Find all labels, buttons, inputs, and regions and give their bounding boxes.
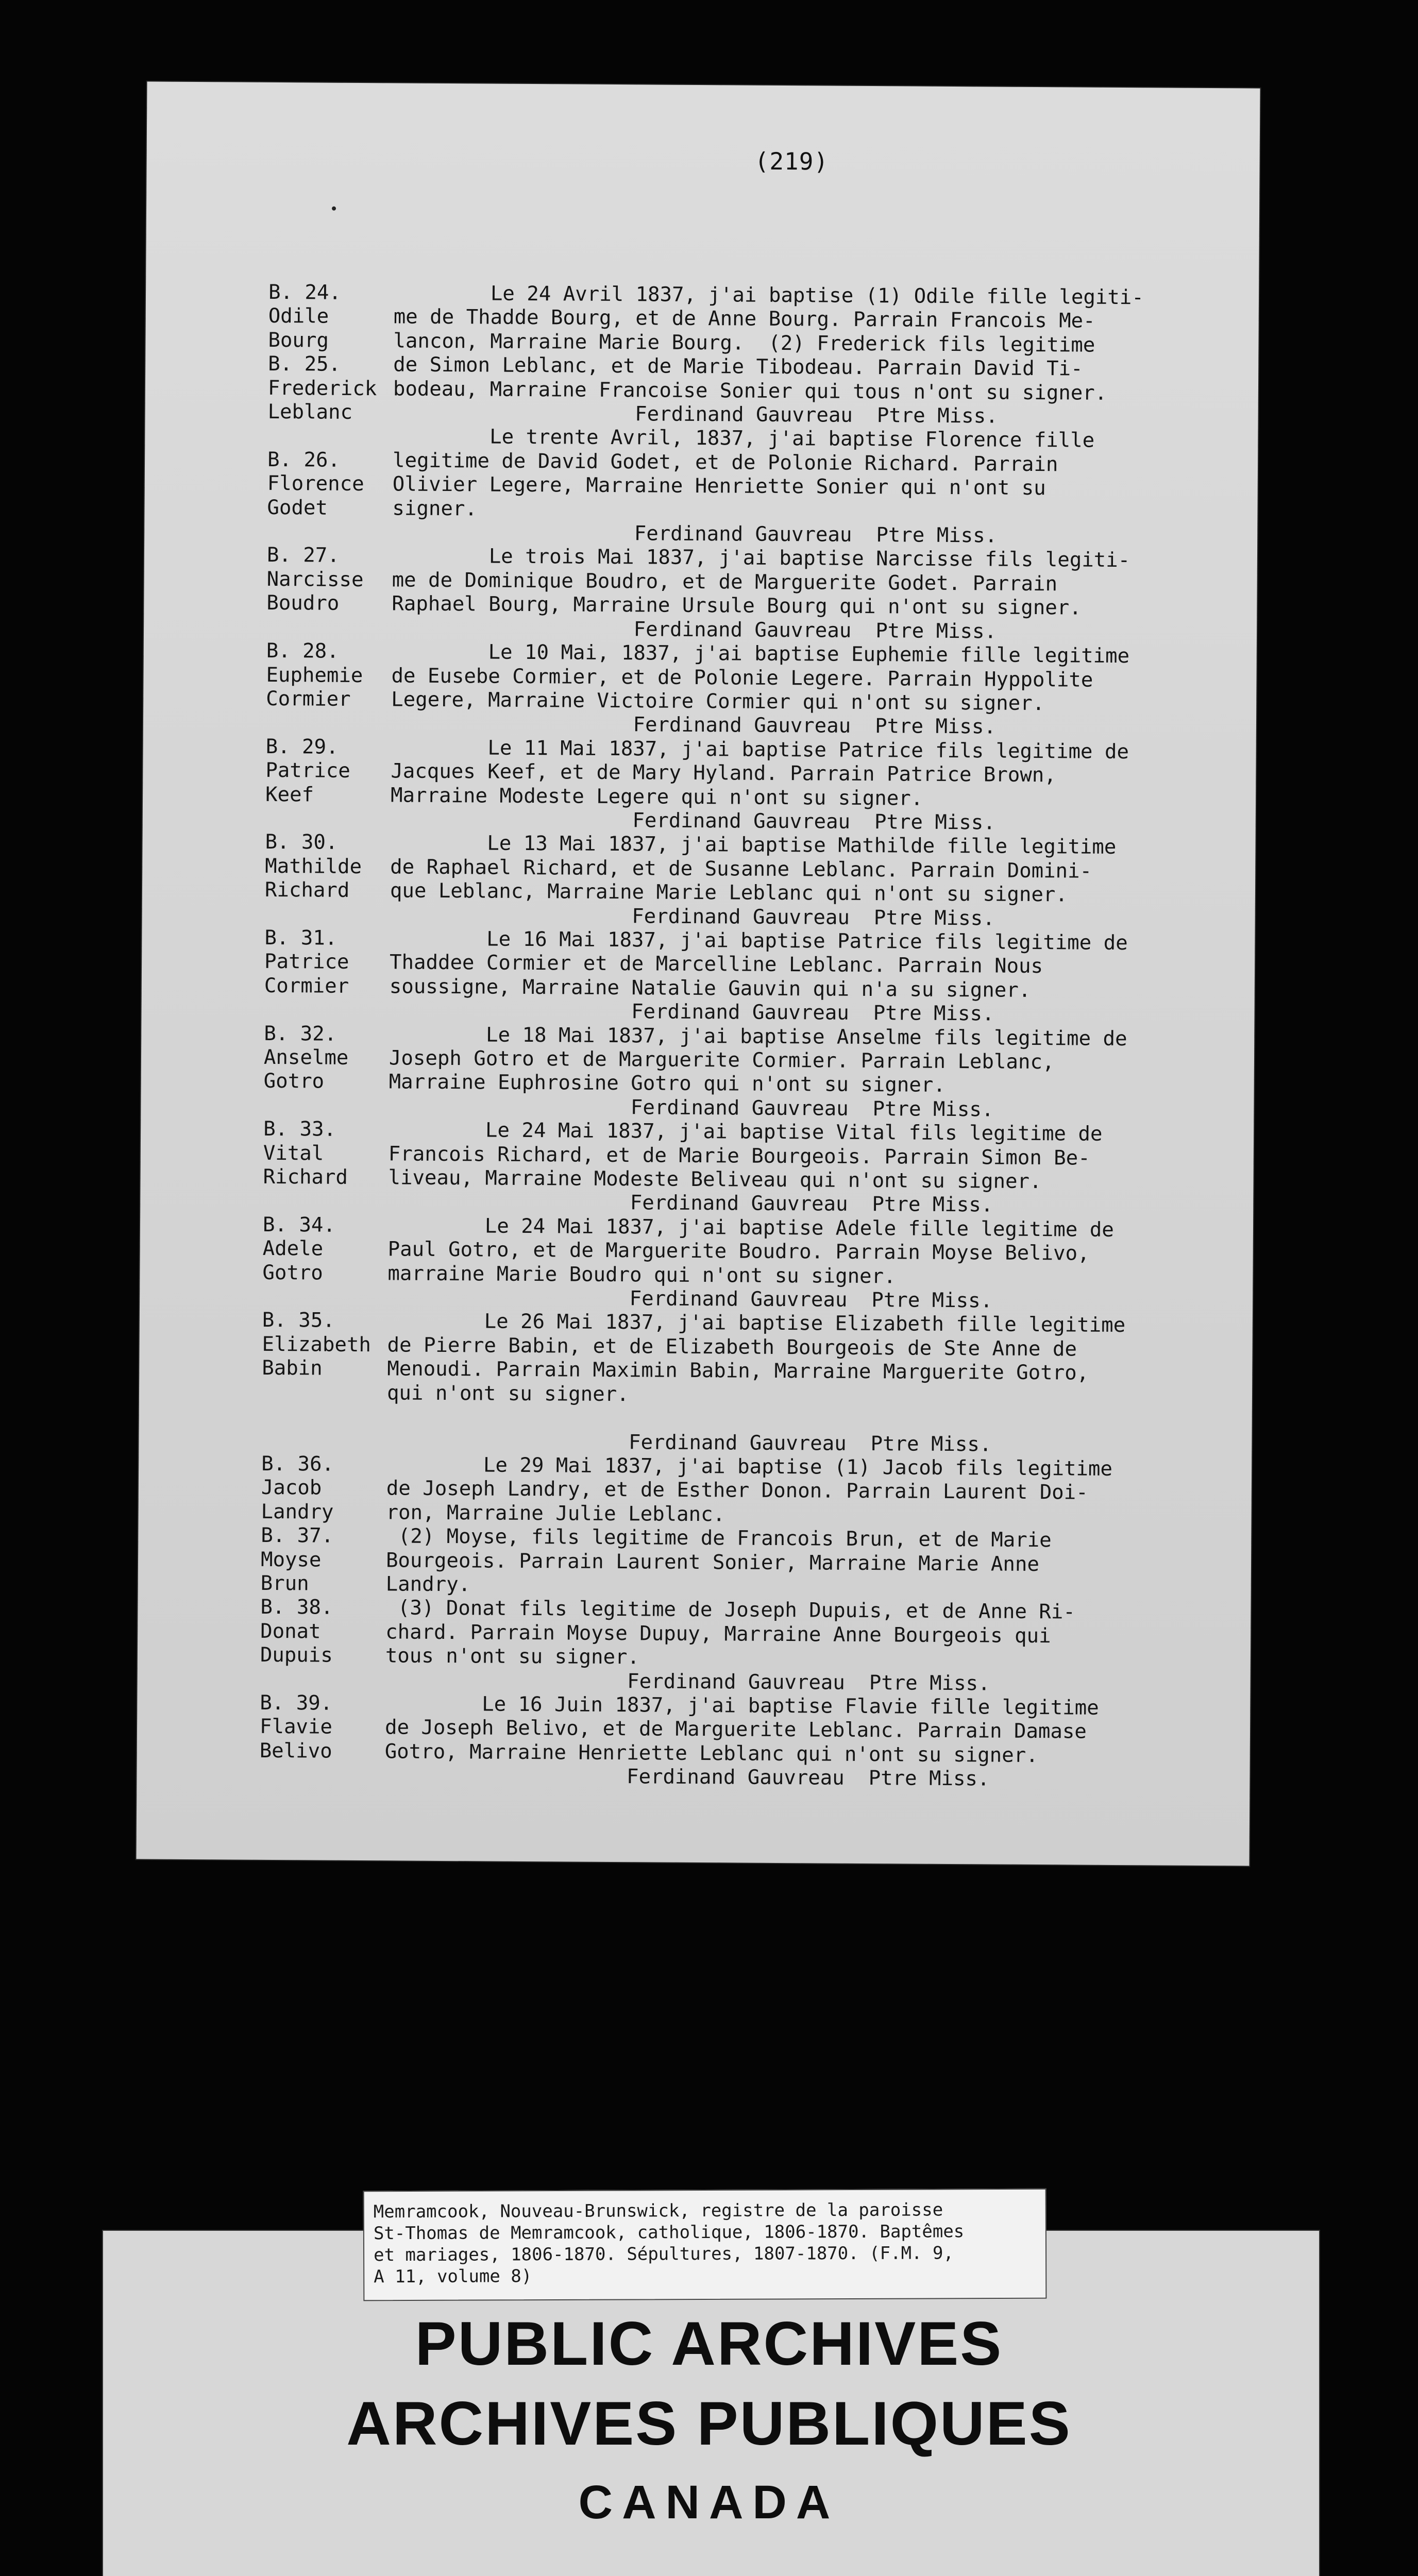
page-number: (219) (754, 147, 829, 176)
stamp-public-archives: PUBLIC ARCHIVES (415, 2309, 1003, 2378)
entry-margin-note: B. 36. Jacob Landry B. 37. Moyse Brun B. 38. Donat Dupuis (260, 1452, 334, 1667)
entry-text: Le 16 Mai 1837, j'ai baptise Patrice fils legitime de Thaddee Cormier et de Marcelline Leblanc. Parrain Nous soussigne, Marraine Natalie Gauvin qui n'a su signer. Ferdinand Gauvreau Ptre Miss. (389, 927, 1128, 1026)
entry-text: Le trente Avril, 1837, j'ai baptise Florence fille legitime de David Godet, et de Polonie Richard. Parrain Olivier Legere, Marraine Henriette Sonier qui n'ont su signer. Ferdinand Gauvreau Ptre Miss. (392, 425, 1095, 548)
entry-margin-note: B. 27. Narcisse Boudro (266, 544, 364, 616)
entry-text: Le 18 Mai 1837, j'ai baptise Anselme fils legitime de Joseph Gotro et de Marguerite Cormier. Parrain Leblanc, Marraine Euphrosine Gotro qui n'ont su signer. Ferdinand Gauvreau Ptre Miss. (389, 1022, 1127, 1122)
entry-margin-note: B. 35. Elizabeth Babin (262, 1309, 372, 1380)
stamp-archives-publiques: ARCHIVES PUBLIQUES (346, 2389, 1072, 2458)
entry-margin-note: B. 26. Florence Godet (267, 424, 364, 520)
entry-text: Le 24 Mai 1837, j'ai baptise Adele fille legitime de Paul Gotro, et de Marguerite Boudro. Parrain Moyse Belivo, marraine Marie Boudro qui n'ont su signer. Ferdinand Gauvreau Ptre Miss. (387, 1214, 1114, 1313)
entry-text: Le 29 Mai 1837, j'ai baptise (1) Jacob fils legitime de Joseph Landry, et de Esther Donon. Parrain Laurent Doi- ron, Marraine Julie Leblanc. (2) Moyse, fils legitime de Francois Brun, et de Marie Bourgeois. Parrain Laurent Sonier, Marraine Marie Anne Landry. (3) Donat fils legitime de Joseph Dupuis, et de Anne Ri- chard. Parrain Moyse Dupuy, Marraine Anne Bourgeois qui tous n'ont su signer. Ferdinand Gauvreau Ptre Miss. (385, 1453, 1113, 1696)
stamp-canada: CANADA (578, 2476, 840, 2529)
entry-text: Le 16 Juin 1837, j'ai baptise Flavie fille legitime de Joseph Belivo, et de Marguerite Leblanc. Parrain Damase Gotro, Marraine Henriette Leblanc qui n'ont su signer. Ferdinand Gauvreau Ptre Miss. (384, 1692, 1099, 1791)
entry-text: Le 24 Mai 1837, j'ai baptise Vital fils legitime de Francois Richard, et de Marie Bourgeois. Parrain Simon Be- liveau, Marraine Modeste Beliveau qui n'ont su signer. Ferdinand Gauvreau Ptre Miss. (388, 1118, 1103, 1217)
entry-margin-note: B. 30. Mathilde Richard (264, 831, 362, 903)
entry-text: Le 10 Mai, 1837, j'ai baptise Euphemie fille legitime de Eusebe Cormier, et de Polonie Legere. Parrain Hyppolite Legere, Marraine Victoire Cormier qui n'ont su signer. Ferdinand Gauvreau Ptre Miss. (391, 640, 1130, 739)
collection-label-text: Memramcook, Nouveau-Brunswick, registre de la paroisse St-Thomas de Memramcook, catholique, 1806-1870. Baptêmes et mariages, 1806-1870. Sépultures, 1807-1870. (F.M. 9, A 11, volume 8) (373, 2199, 965, 2287)
entry-text: Le 24 Avril 1837, j'ai baptise (1) Odile fille legiti- me de Thadde Bourg, et de Anne Bourg. Parrain Francois Me- lancon, Marraine Marie Bourg. (2) Frederick fils legitime de Simon Leblanc, et de Marie Tibodeau. Parrain David Ti- bodeau, Marraine Francoise Sonier qui tous n'ont su signer. Ferdinand Gauvreau Ptre Miss. (393, 281, 1144, 428)
entry-margin-note: B. 33. Vital Richard (263, 1117, 348, 1189)
entry-margin-note: B. 31. Patrice Cormier (264, 926, 349, 998)
entry-margin-note: B. 32. Anselme Gotro (263, 1022, 349, 1093)
entry-margin-note: B. 34. Adele Gotro (262, 1213, 336, 1285)
entry-text: Le 26 Mai 1837, j'ai baptise Elizabeth fille legitime de Pierre Babin, et de Elizabeth Bourgeois de Ste Anne de Menoudi. Parrain Maximin Babin, Marraine Marguerite Gotro, qui n'ont su signer. Ferdinand Gauvreau Ptre Miss. (386, 1309, 1126, 1456)
entry-text: Le 11 Mai 1837, j'ai baptise Patrice fils legitime de Jacques Keef, et de Mary Hyland. Parrain Patrice Brown, Marraine Modeste Legere qui n'ont su signer. Ferdinand Gauvreau Ptre Miss. (390, 736, 1129, 835)
entry-margin-note: B. 29. Patrice Keef (265, 735, 350, 806)
entry-margin-note: B. 24. Odile Bourg B. 25. Frederick Leblanc (267, 280, 377, 424)
entry-text: Le trois Mai 1837, j'ai baptise Narcisse fils legiti- me de Dominique Boudro, et de Marguerite Godet. Parrain Raphael Bourg, Marraine Ursule Bourg qui n'ont su signer. Ferdinand Gauvreau Ptre Miss. (391, 544, 1130, 643)
entry-margin-note: B. 39. Flavie Belivo (259, 1691, 333, 1763)
entry-text: Le 13 Mai 1837, j'ai baptise Mathilde fille legitime de Raphael Richard, et de Susanne Leblanc. Parrain Domini- que Leblanc, Marraine Marie Leblanc qui n'ont su signer. Ferdinand Gauvreau Ptre Miss. (390, 831, 1117, 930)
entry-margin-note: B. 28. Euphemie Cormier (266, 639, 363, 711)
